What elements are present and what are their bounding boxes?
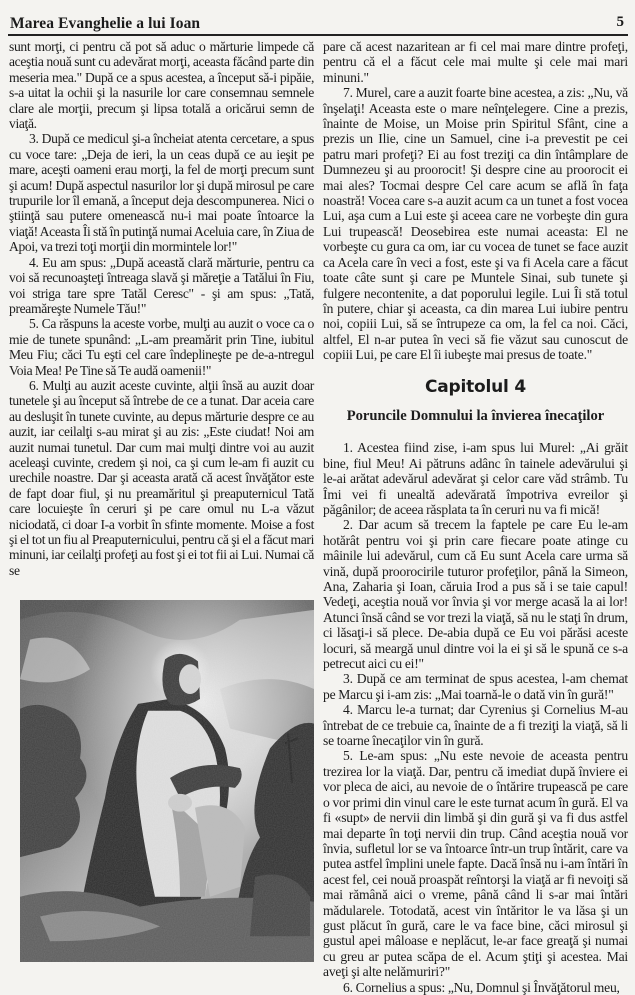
paragraph: 5. Le-am spus: „Nu este nevoie de aceasta pentru trezirea lor la viaţă. Dar, pentru că imediat după înviere ei vor pleca de aici, au nevoie de o întărire trupească pe care o vor primi din vinul care le este turnat acum în gură. El va fi «supt» de nervii din limbă şi din gură şi va fi dus astfel mai departe în toţi nervii din trup. Când aceştia nouă vor învia, sufletul lor se va întoarce într-un trup întărit, care va putea astfel împlini unele fapte. Dacă însă nu i-am întări în acest fel, cei nouă proaspăt reîntorşi la viaţă ar fi nevoiţi să mai rămână aici o vreme, până când li s-ar mai întări mădularele. Totodată, acest vin întăritor le va lăsa şi un gust plăcut în gură, care le va face bine, căci mirosul şi gustul apei mâloase e neplăcut, le-ar face greaţă şi numai cu greu ar putea scăpa de el. Acum ştiţi şi acestea. Mai aveţi şi alte nelămuriri?" <box>323 748 628 980</box>
page-header <box>8 12 628 36</box>
paragraph: 3. După ce medicul şi-a încheiat atenta cercetare, a spus cu voce tare: „Deja de ieri, la un ceas după ce au ieşit pe mare, aceşti oameni erau morţi, la fel de morţi precum sunt şi acum! După aspectul nasurilor lor şi după mirosul pe care trupurile lor îl emană, a început deja descompunerea. Nici o ştiinţă sau putere omenească nu-i mai poate întoarce la viaţă! Aceasta Îi stă în putinţă numai Aceluia care, în Ziua de Apoi, va trezi toţi morţii din mormintele lor!" <box>9 131 314 255</box>
praying-figure-illustration <box>20 600 314 962</box>
left-column <box>9 39 314 578</box>
paragraph: sunt morţi, ci pentru că pot să aduc o mărturie limpede că aceştia nouă sunt cu adevărat morţi, aceasta făcând parte din meseria mea." După ce a spus acestea, a început să-i pipăie, s-a uitat la ochii şi la nasurile lor care consemnau semnele clare ale morţii, precum şi lipsa totală a oricărui semn de viaţă. <box>9 39 314 132</box>
chapter-title: Capitolul 4 <box>424 376 527 397</box>
paragraph: 5. Ca răspuns la aceste vorbe, mulţi au auzit o voce ca o mie de tunete spunând: „L-am preamărit prin Tine, iubitul Meu Fiu; căci Tu eşti cel care îndeplineşte pe de-a-ntregul Voia Mea! Pe Tine să Te audă oamenii!" <box>9 316 314 378</box>
paragraph: 4. Marcu le-a turnat; dar Cyrenius şi Cornelius M-au întrebat de ce trebuie ca, înainte de a fi treziţi la viaţă, să li se toarne înecaţilor vin în gură. <box>323 702 628 749</box>
paragraph: 7. Murel, care a auzit foarte bine acestea, a zis: „Nu, vă înşelaţi! Aceasta este o mare neînţelegere. Cine a prezis, înainte de Moise, un Moise prin Spiritul Sfânt, cine a prezis un Ilie, cine un Samuel, cine i-a prevestit pe cei patru mari profeţi? Ei au fost treziţi ca din întâmplare de Dumnezeu şi au proorocit! Şi despre cine au proorocit ei mai ales? Tocmai despre Cel care acum se află în faţa noastră! Vocea care s-a auzit acum ca un tunet a fost vocea Lui, aşa cum a Lui este şi aceea care ne vorbeşte din gura Lui trupească! Deosebirea este numai aceasta: El ne vorbeşte cu gura ca om, iar cu vocea de tunet se face auzit ca Acela care în veci a fost, este şi va fi Acela care a făcut toate câte sunt şi care pe Muntele Sinai, sub tunete şi fulgere necontenite, a dat poporului legile. Lui Îi stă totul în putere, chiar şi aceasta, ca din marea Lui iubire pentru noi, copiii Lui, să se întrupeze ca om, la fel ca noi. Căci, altfel, El n-ar putea în veci să fie văzut sau cunoscut de copiii Lui, pe care El îi iubeşte mai presus de toate." <box>323 85 628 363</box>
paragraph: 2. Dar acum să trecem la faptele pe care Eu le-am hotărât pentru voi şi prin care fiecare poate atinge cu mâinile lui adevărul, cum că Eu sunt Acela care urma să vină, după proorocirile tuturor profeţilor, până la Simeon, Ana, Zaharia şi Ioan, căruia Irod a pus să i se taie capul! Vedeţi, aceştia nouă vor învia şi vor merge acasă la ai lor! Atunci însă când se vor trezi la viaţă, să nu le staţi în drum, ci lăsaţi-i să plece. De-abia după ce Eu voi părăsi aceste locuri, să meargă unul dintre voi la ei şi să le spună ce s-a petrecut aici cu ei!" <box>323 517 628 672</box>
paragraph: 1. Acestea fiind zise, i-am spus lui Murel: „Ai grăit bine, fiul Meu! Ai pătruns adânc în tainele adevărului şi le-ai arătat adevărul adevărat şi celor care văd strâmb. Tu Îmi vei fi unealtă adevărată împotriva evreilor şi păgânilor; de aceea răsplata ta în ceruri nu va fi mică! <box>323 440 628 517</box>
running-title: Marea Evanghelie a lui Ioan <box>10 15 201 32</box>
paragraph: 6. Cornelius a spus: „Nu, Domnul şi Învăţătorul meu, <box>343 979 620 995</box>
right-column <box>323 39 628 995</box>
page-number: 5 <box>616 14 624 30</box>
paragraph: pare că acest nazaritean ar fi cel mai mare dintre profeţi, pentru că el a făcut cele mai multe şi cele mai mari minuni." <box>323 39 628 85</box>
chapter-subtitle: Poruncile Domnului la învierea înecaţilor <box>346 407 605 424</box>
illustration-image <box>20 600 314 962</box>
paragraph: 6. Mulţi au auzit aceste cuvinte, alţii însă au auzit doar tunetele şi au început să întrebe de ce a tunat. Dar aceia care au desluşit în tunete cuvinte, au depus mărturie despre ce au auzit, iar ceilalţi s-au mirat şi au zis: „Este ciudat! Noi am auzit numai tunetul. Dar cum mai mulţi dintre voi au auzit aceleaşi cuvinte, credem şi noi, ca şi cum le-am fi auzit cu urechile noastre. Dar şi aceasta arată că acest învăţător este de fapt doar fiul, şi nu preamăritul şi preaputernicul Tată care locuieşte în ceruri şi pe care omul nu L-a văzut niciodată, ci doar I-a vorbit în sfinte momente. Moise a fost şi el tot un fiu al Preaputernicului, pentru că şi el a făcut mari minuni, iar ceilalţi profeţi au fost şi ei tot fii ai Lui. Numai că se <box>9 377 314 578</box>
paragraph: 3. După ce am terminat de spus acestea, l-am chemat pe Marcu şi i-am zis: „Mai toarnă-le o dată vin în gură!" <box>323 671 628 702</box>
paragraph: 4. Eu am spus: „După această clară mărturie, pentru ca voi să recunoaşteţi întreaga slavă şi măreţie a Tatălui în Fiu, voi striga tare spre Tatăl Ceresc" - şi am spus: „Tată, preamăreşte Numele Tău!" <box>9 254 314 316</box>
